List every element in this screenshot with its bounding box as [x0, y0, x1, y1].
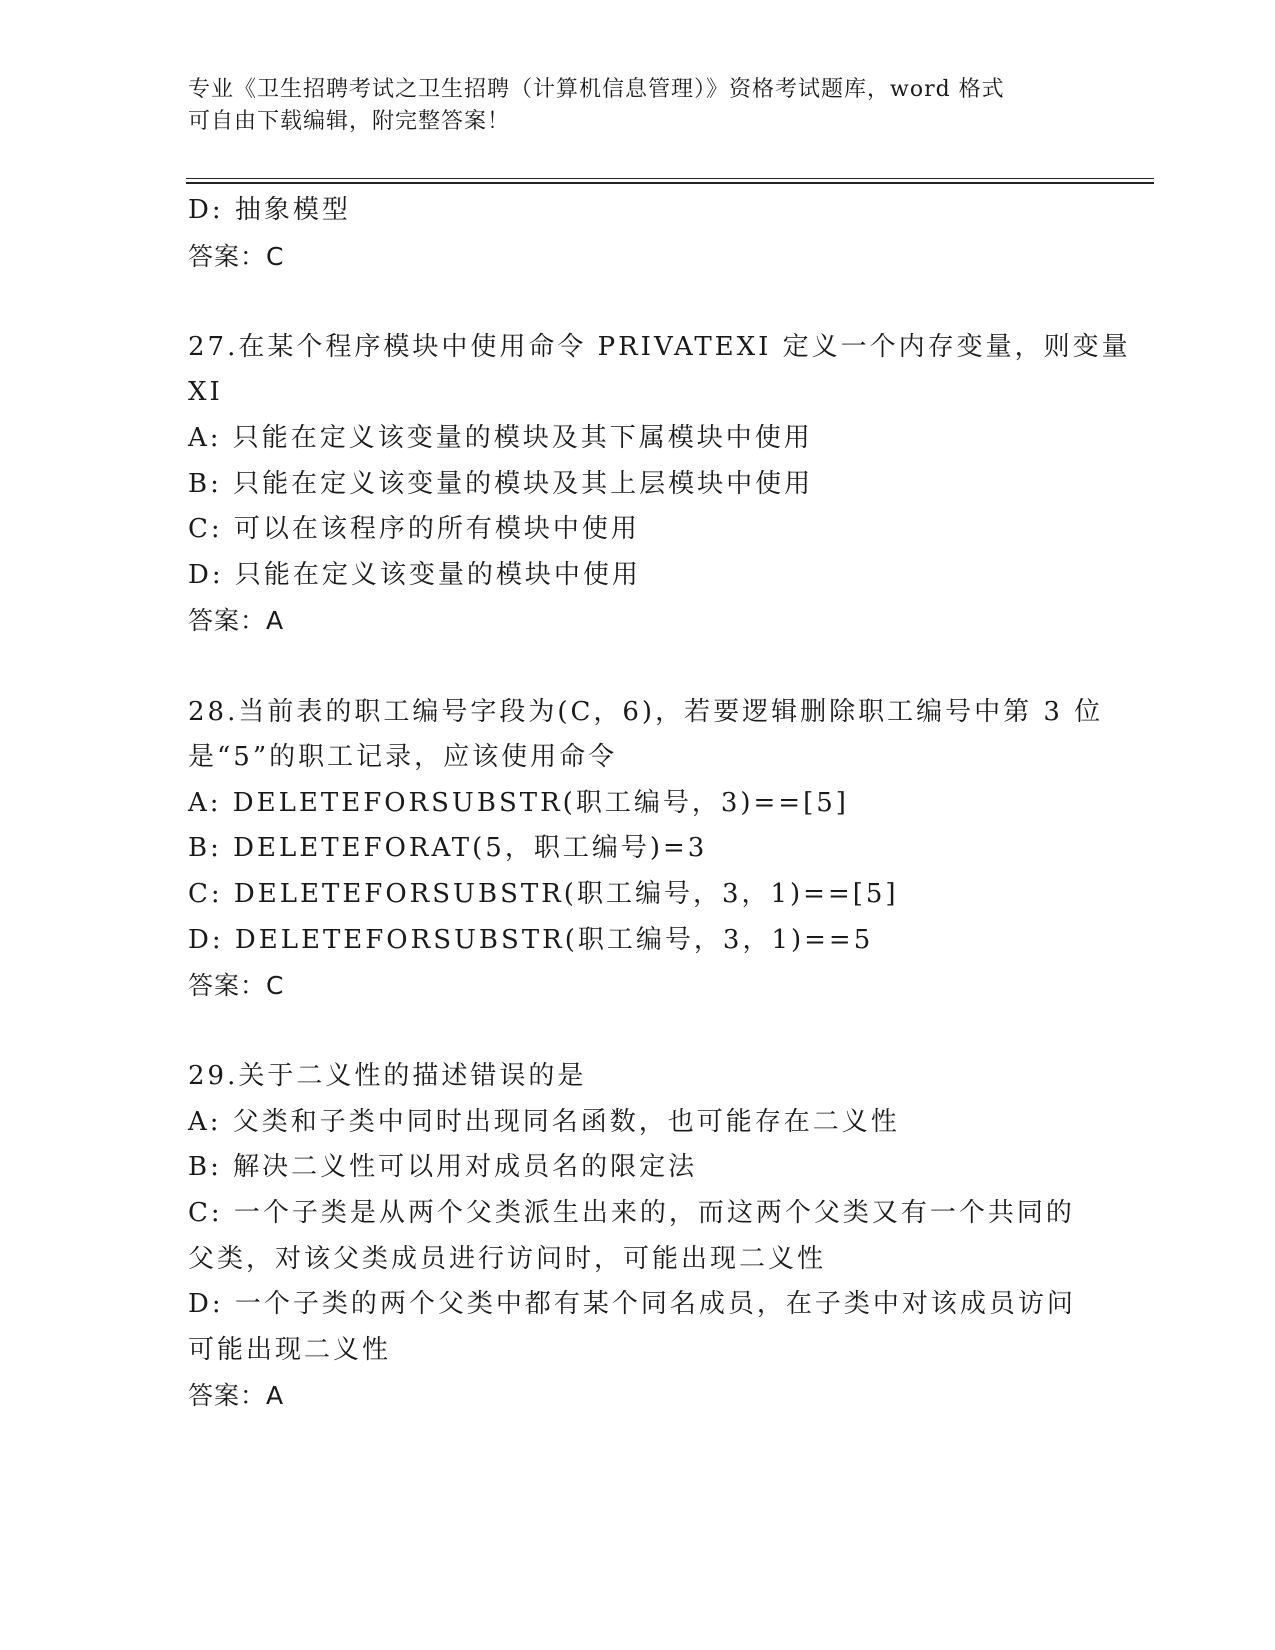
q29-option-c-line-2: 父类，对该父类成员进行访问时，可能出现二义性: [188, 1243, 827, 1274]
spacer: [188, 644, 1088, 690]
question-29: [188, 1054, 1088, 1419]
q27-option-b: B: 只能在定义该变量的模块及其上层模块中使用: [188, 468, 814, 499]
spacer: [188, 279, 1088, 325]
q27-option-d: D: 只能在定义该变量的模块中使用: [188, 559, 641, 590]
q27-answer: 答案：A: [188, 606, 285, 636]
q28-option-a: A: DELETEFORSUBSTR(职工编号，3)==[5]: [188, 787, 849, 818]
q29-answer: 答案：A: [188, 1381, 285, 1411]
q28-option-c: C: DELETEFORSUBSTR(职工编号，3，1)==[5]: [188, 878, 899, 909]
question-26: [188, 188, 1088, 279]
q27-option-c: C: 可以在该程序的所有模块中使用: [188, 514, 640, 545]
q28-answer: 答案：C: [188, 971, 285, 1001]
q28-option-b: B: DELETEFORAT(5，职工编号)=3: [188, 833, 708, 864]
q29-option-b: B: 解决二义性可以用对成员名的限定法: [188, 1152, 698, 1183]
q29-option-d-line-1: D: 一个子类的两个父类中都有某个同名成员，在子类中对该成员访问: [188, 1289, 1076, 1320]
q27-stem-line-2: XI: [188, 377, 223, 408]
q28-stem-line-1: 28.当前表的职工编号字段为(C，6)，若要逻辑删除职工编号中第 3 位: [188, 696, 1104, 727]
q26-answer: 答案：C: [188, 241, 285, 271]
page-header: [188, 74, 1068, 138]
q29-stem: 29.关于二义性的描述错误的是: [188, 1061, 587, 1092]
q29-option-c-line-1: C: 一个子类是从两个父类派生出来的，而这两个父类又有一个共同的: [188, 1198, 1075, 1229]
question-content: [188, 188, 1131, 1419]
spacer: [188, 1009, 1088, 1055]
header-line-1: 专业《卫生招聘考试之卫生招聘（计算机信息管理）》资格考试题库，word 格式: [188, 77, 1005, 102]
q28-option-d: D: DELETEFORSUBSTR(职工编号，3，1)==5: [188, 924, 874, 955]
header-line-2: 可自由下载编辑，附完整答案！: [188, 109, 511, 134]
q27-stem-line-1: 27.在某个程序模块中使用命令 PRIVATEXI 定义一个内存变量，则变量: [188, 331, 1131, 362]
question-28: [188, 690, 1104, 1009]
header-divider-thin: [186, 178, 1154, 179]
q26-option-d: D: 抽象模型: [188, 195, 351, 225]
question-27: [188, 325, 1131, 644]
q29-option-d-line-2: 可能出现二义性: [188, 1334, 392, 1365]
q29-option-a: A: 父类和子类中同时出现同名函数，也可能存在二义性: [188, 1106, 900, 1137]
header-divider-thick: [186, 182, 1154, 184]
q28-stem-line-2: 是“5”的职工记录，应该使用命令: [188, 742, 618, 773]
q27-option-a: A: 只能在定义该变量的模块及其下属模块中使用: [188, 422, 813, 453]
